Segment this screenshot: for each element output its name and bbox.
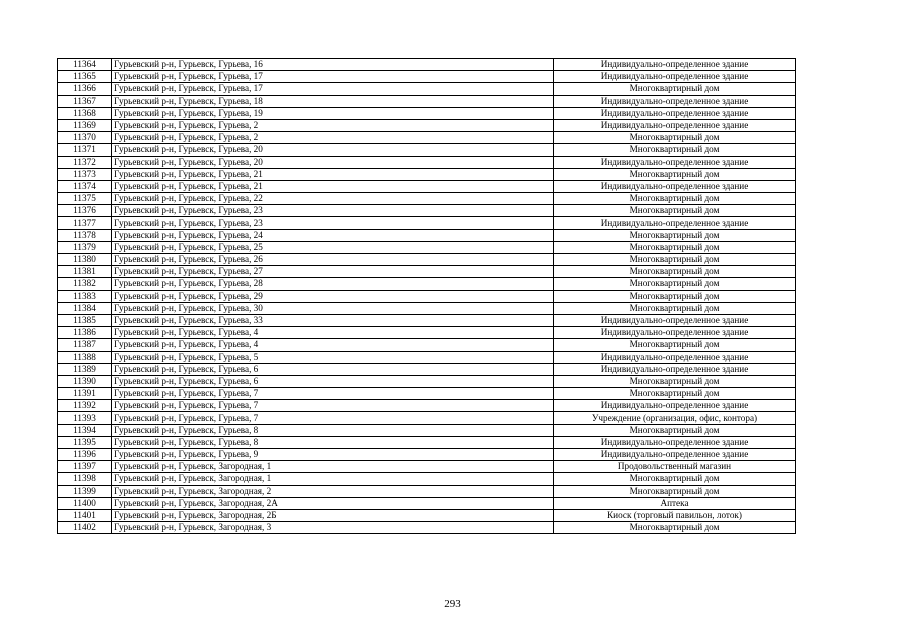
- table-row: [58, 522, 796, 534]
- address-cell: Гурьевский р-н, Гурьевск, Гурьева, 2: [112, 132, 554, 144]
- table-row: [58, 205, 796, 217]
- record-id-cell: 11395: [58, 436, 112, 448]
- table-row: [58, 327, 796, 339]
- address-cell: Гурьевский р-н, Гурьевск, Гурьева, 8: [112, 436, 554, 448]
- table-row: [58, 290, 796, 302]
- address-cell: Гурьевский р-н, Гурьевск, Гурьева, 6: [112, 363, 554, 375]
- address-cell: Гурьевский р-н, Гурьевск, Загородная, 1: [112, 461, 554, 473]
- building-type-cell: Учреждение (организация, офис, контора): [554, 412, 796, 424]
- record-id-cell: 11394: [58, 424, 112, 436]
- table-row: [58, 375, 796, 387]
- building-type-cell: Многоквартирный дом: [554, 339, 796, 351]
- building-type-cell: Многоквартирный дом: [554, 168, 796, 180]
- building-type-cell: Киоск (торговый павильон, лоток): [554, 509, 796, 521]
- table-row: [58, 266, 796, 278]
- table-row: [58, 461, 796, 473]
- address-cell: Гурьевский р-н, Гурьевск, Гурьева, 17: [112, 71, 554, 83]
- address-cell: Гурьевский р-н, Гурьевск, Гурьева, 9: [112, 449, 554, 461]
- building-type-cell: Многоквартирный дом: [554, 132, 796, 144]
- table-row: [58, 351, 796, 363]
- record-id-cell: 11392: [58, 400, 112, 412]
- table-row: [58, 95, 796, 107]
- record-id-cell: 11375: [58, 193, 112, 205]
- address-cell: Гурьевский р-н, Гурьевск, Загородная, 2: [112, 485, 554, 497]
- table-row: [58, 436, 796, 448]
- table-row: [58, 83, 796, 95]
- record-id-cell: 11369: [58, 119, 112, 131]
- address-cell: Гурьевский р-н, Гурьевск, Гурьева, 26: [112, 254, 554, 266]
- record-id-cell: 11400: [58, 497, 112, 509]
- record-id-cell: 11389: [58, 363, 112, 375]
- record-id-cell: 11398: [58, 473, 112, 485]
- building-type-cell: Индивидуально-определенное здание: [554, 363, 796, 375]
- record-id-cell: 11390: [58, 375, 112, 387]
- building-type-cell: Индивидуально-определенное здание: [554, 217, 796, 229]
- building-type-cell: Индивидуально-определенное здание: [554, 119, 796, 131]
- address-cell: Гурьевский р-н, Гурьевск, Гурьева, 4: [112, 327, 554, 339]
- building-type-cell: Индивидуально-определенное здание: [554, 95, 796, 107]
- building-type-cell: Многоквартирный дом: [554, 290, 796, 302]
- address-cell: Гурьевский р-н, Гурьевск, Загородная, 2Б: [112, 509, 554, 521]
- table-row: [58, 193, 796, 205]
- record-id-cell: 11384: [58, 302, 112, 314]
- table-row: [58, 241, 796, 253]
- building-type-cell: Многоквартирный дом: [554, 229, 796, 241]
- building-type-cell: Индивидуально-определенное здание: [554, 436, 796, 448]
- table-row: [58, 485, 796, 497]
- table-row: [58, 107, 796, 119]
- record-id-cell: 11391: [58, 388, 112, 400]
- record-id-cell: 11372: [58, 156, 112, 168]
- record-id-cell: 11376: [58, 205, 112, 217]
- table-row: [58, 254, 796, 266]
- record-id-cell: 11367: [58, 95, 112, 107]
- address-cell: Гурьевский р-н, Гурьевск, Гурьева, 21: [112, 168, 554, 180]
- address-cell: Гурьевский р-н, Гурьевск, Гурьева, 16: [112, 59, 554, 71]
- record-id-cell: 11370: [58, 132, 112, 144]
- table-row: [58, 424, 796, 436]
- building-type-cell: Многоквартирный дом: [554, 266, 796, 278]
- record-id-cell: 11401: [58, 509, 112, 521]
- address-cell: Гурьевский р-н, Гурьевск, Гурьева, 23: [112, 217, 554, 229]
- table-row: [58, 363, 796, 375]
- building-type-cell: Многоквартирный дом: [554, 424, 796, 436]
- building-type-cell: Многоквартирный дом: [554, 473, 796, 485]
- record-id-cell: 11387: [58, 339, 112, 351]
- address-cell: Гурьевский р-н, Гурьевск, Гурьева, 25: [112, 241, 554, 253]
- address-cell: Гурьевский р-н, Гурьевск, Гурьева, 23: [112, 205, 554, 217]
- record-id-cell: 11380: [58, 254, 112, 266]
- table-row: [58, 156, 796, 168]
- record-id-cell: 11393: [58, 412, 112, 424]
- record-id-cell: 11397: [58, 461, 112, 473]
- record-id-cell: 11386: [58, 327, 112, 339]
- table-row: [58, 302, 796, 314]
- address-cell: Гурьевский р-н, Гурьевск, Загородная, 2А: [112, 497, 554, 509]
- record-id-cell: 11399: [58, 485, 112, 497]
- address-cell: Гурьевский р-н, Гурьевск, Гурьева, 17: [112, 83, 554, 95]
- record-id-cell: 11402: [58, 522, 112, 534]
- table-row: [58, 314, 796, 326]
- address-registry-table: [57, 58, 796, 534]
- address-cell: Гурьевский р-н, Гурьевск, Гурьева, 8: [112, 424, 554, 436]
- page-number: 293: [444, 598, 461, 610]
- address-cell: Гурьевский р-н, Гурьевск, Гурьева, 20: [112, 156, 554, 168]
- record-id-cell: 11374: [58, 180, 112, 192]
- table-row: [58, 400, 796, 412]
- record-id-cell: 11366: [58, 83, 112, 95]
- address-cell: Гурьевский р-н, Гурьевск, Гурьева, 24: [112, 229, 554, 241]
- building-type-cell: Индивидуально-определенное здание: [554, 156, 796, 168]
- table-row: [58, 59, 796, 71]
- table-row: [58, 229, 796, 241]
- table-row: [58, 168, 796, 180]
- building-type-cell: Индивидуально-определенное здание: [554, 400, 796, 412]
- record-id-cell: 11383: [58, 290, 112, 302]
- building-type-cell: Индивидуально-определенное здание: [554, 449, 796, 461]
- table-row: [58, 217, 796, 229]
- building-type-cell: Многоквартирный дом: [554, 302, 796, 314]
- building-type-cell: Многоквартирный дом: [554, 388, 796, 400]
- record-id-cell: 11388: [58, 351, 112, 363]
- record-id-cell: 11365: [58, 71, 112, 83]
- address-cell: Гурьевский р-н, Гурьевск, Гурьева, 30: [112, 302, 554, 314]
- table-row: [58, 388, 796, 400]
- address-cell: Гурьевский р-н, Гурьевск, Гурьева, 7: [112, 412, 554, 424]
- building-type-cell: Индивидуально-определенное здание: [554, 59, 796, 71]
- building-type-cell: Многоквартирный дом: [554, 193, 796, 205]
- record-id-cell: 11377: [58, 217, 112, 229]
- address-cell: Гурьевский р-н, Гурьевск, Гурьева, 2: [112, 119, 554, 131]
- building-type-cell: Индивидуально-определенное здание: [554, 327, 796, 339]
- address-cell: Гурьевский р-н, Гурьевск, Гурьева, 18: [112, 95, 554, 107]
- building-type-cell: Многоквартирный дом: [554, 241, 796, 253]
- table-row: [58, 509, 796, 521]
- address-cell: Гурьевский р-н, Гурьевск, Гурьева, 5: [112, 351, 554, 363]
- record-id-cell: 11373: [58, 168, 112, 180]
- table-body: [58, 59, 796, 534]
- address-cell: Гурьевский р-н, Гурьевск, Гурьева, 21: [112, 180, 554, 192]
- building-type-cell: Индивидуально-определенное здание: [554, 351, 796, 363]
- building-type-cell: Индивидуально-определенное здание: [554, 71, 796, 83]
- building-type-cell: Аптека: [554, 497, 796, 509]
- table-row: [58, 180, 796, 192]
- record-id-cell: 11368: [58, 107, 112, 119]
- record-id-cell: 11371: [58, 144, 112, 156]
- address-cell: Гурьевский р-н, Гурьевск, Загородная, 1: [112, 473, 554, 485]
- record-id-cell: 11379: [58, 241, 112, 253]
- building-type-cell: Многоквартирный дом: [554, 375, 796, 387]
- building-type-cell: Многоквартирный дом: [554, 522, 796, 534]
- building-type-cell: Индивидуально-определенное здание: [554, 107, 796, 119]
- table-row: [58, 412, 796, 424]
- address-cell: Гурьевский р-н, Гурьевск, Гурьева, 4: [112, 339, 554, 351]
- address-cell: Гурьевский р-н, Гурьевск, Гурьева, 29: [112, 290, 554, 302]
- address-cell: Гурьевский р-н, Гурьевск, Гурьева, 7: [112, 400, 554, 412]
- address-cell: Гурьевский р-н, Гурьевск, Гурьева, 7: [112, 388, 554, 400]
- address-cell: Гурьевский р-н, Гурьевск, Гурьева, 22: [112, 193, 554, 205]
- table-row: [58, 71, 796, 83]
- table-row: [58, 278, 796, 290]
- building-type-cell: Многоквартирный дом: [554, 485, 796, 497]
- building-type-cell: Многоквартирный дом: [554, 205, 796, 217]
- record-id-cell: 11385: [58, 314, 112, 326]
- building-type-cell: Многоквартирный дом: [554, 278, 796, 290]
- address-cell: Гурьевский р-н, Гурьевск, Гурьева, 19: [112, 107, 554, 119]
- address-cell: Гурьевский р-н, Гурьевск, Гурьева, 6: [112, 375, 554, 387]
- table-row: [58, 119, 796, 131]
- building-type-cell: Индивидуально-определенное здание: [554, 180, 796, 192]
- table-row: [58, 339, 796, 351]
- building-type-cell: Индивидуально-определенное здание: [554, 314, 796, 326]
- table-row: [58, 449, 796, 461]
- building-type-cell: Многоквартирный дом: [554, 83, 796, 95]
- table-row: [58, 144, 796, 156]
- record-id-cell: 11382: [58, 278, 112, 290]
- record-id-cell: 11396: [58, 449, 112, 461]
- table-row: [58, 497, 796, 509]
- record-id-cell: 11364: [58, 59, 112, 71]
- building-type-cell: Многоквартирный дом: [554, 144, 796, 156]
- building-type-cell: Продовольственный магазин: [554, 461, 796, 473]
- address-cell: Гурьевский р-н, Гурьевск, Гурьева, 33: [112, 314, 554, 326]
- building-type-cell: Многоквартирный дом: [554, 254, 796, 266]
- record-id-cell: 11378: [58, 229, 112, 241]
- address-cell: Гурьевский р-н, Гурьевск, Гурьева, 28: [112, 278, 554, 290]
- address-cell: Гурьевский р-н, Гурьевск, Загородная, 3: [112, 522, 554, 534]
- record-id-cell: 11381: [58, 266, 112, 278]
- table-row: [58, 473, 796, 485]
- address-cell: Гурьевский р-н, Гурьевск, Гурьева, 20: [112, 144, 554, 156]
- table-row: [58, 132, 796, 144]
- address-cell: Гурьевский р-н, Гурьевск, Гурьева, 27: [112, 266, 554, 278]
